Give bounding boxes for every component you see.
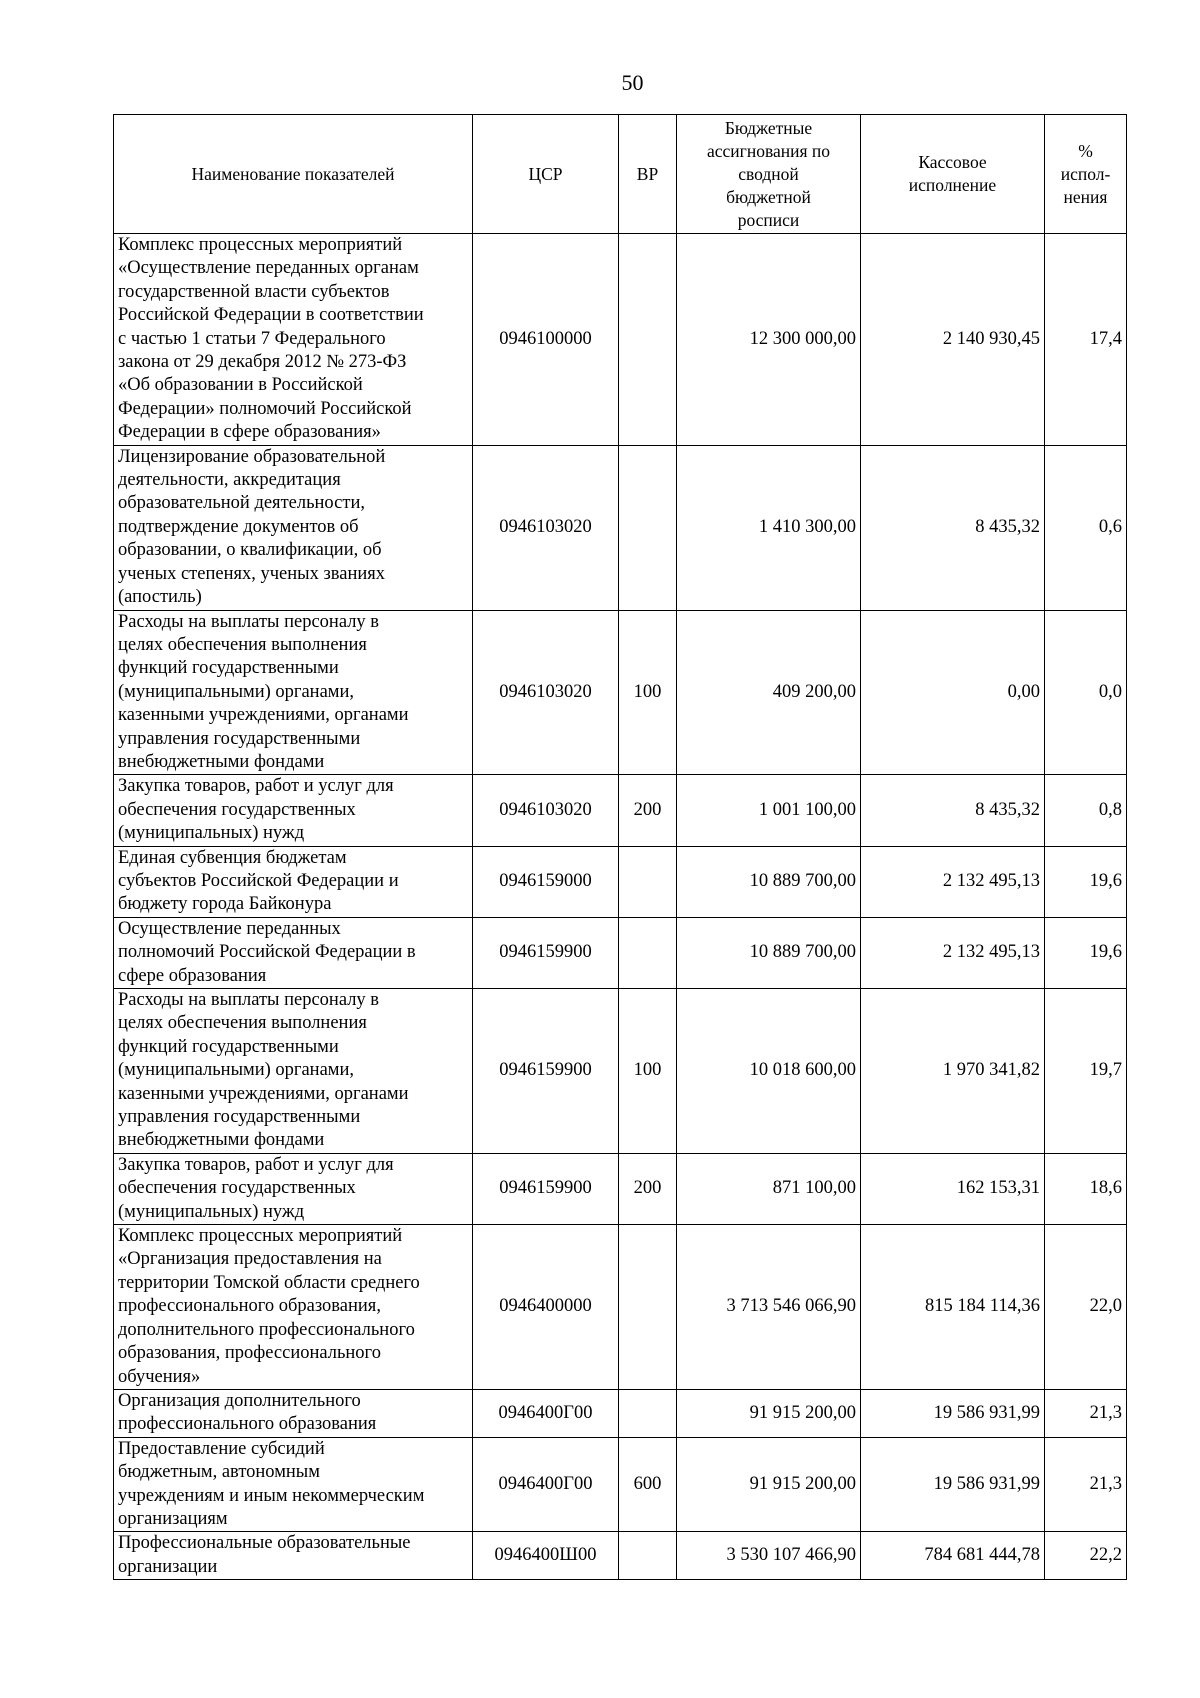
row-name-line: Российской Федерации в соответствии [118,305,424,326]
table-row [114,610,1127,775]
header-cash-line: Кассовое [918,152,987,172]
row-name [114,1532,473,1580]
header-budget [677,115,861,234]
header-cash [861,115,1045,234]
row-name-line: функций государственными [118,658,339,679]
row-name-line: обучения» [118,1366,201,1387]
row-cash: 8 435,32 [861,775,1045,846]
row-name-line: бюджету города Байконура [118,894,332,915]
row-name [114,445,473,610]
row-cash: 2 140 930,45 [861,234,1045,446]
header-budget-line: бюджетной [726,186,811,207]
row-name-line: (муниципальными) органами, [118,681,355,702]
row-csr: 0946159900 [473,1153,619,1224]
row-cash: 784 681 444,78 [861,1532,1045,1580]
row-name-line: целях обеспечения выполнения [118,634,367,655]
row-budget: 10 018 600,00 [677,989,861,1154]
row-name-line: организациям [118,1508,228,1529]
row-name [114,1225,473,1390]
row-name-line: образования, профессионального [118,1343,381,1364]
row-name-line: казенными учреждениями, органами [118,1083,409,1104]
row-pct: 19,6 [1045,917,1127,988]
row-vr [619,1389,677,1437]
row-name-line: организации [118,1556,218,1577]
row-csr: 0946159900 [473,989,619,1154]
row-name-line: (апостиль) [118,587,202,608]
row-csr: 0946400Г00 [473,1389,619,1437]
row-name [114,234,473,446]
row-name-line: территории Томской области среднего [118,1272,420,1293]
header-budget-line: сводной [738,163,799,184]
row-csr: 0946159900 [473,917,619,988]
row-pct: 22,0 [1045,1225,1127,1390]
row-csr: 0946103020 [473,610,619,775]
row-name-line: «Осуществление переданных органам [118,258,419,279]
row-name-line: функций государственными [118,1036,339,1057]
row-name-line: Предоставление субсидий [118,1438,325,1459]
row-name [114,1437,473,1532]
header-csr: ЦСР [473,115,619,234]
table-row [114,445,1127,610]
row-csr: 0946159000 [473,846,619,917]
row-name-line: целях обеспечения выполнения [118,1013,367,1034]
table-row [114,917,1127,988]
header-budget-line: росписи [737,209,800,230]
row-name [114,610,473,775]
table-header-row [114,115,1127,234]
row-name-line: Федерации» полномочий Российской [118,398,412,419]
row-vr [619,1225,677,1390]
row-name-line: профессионального образования, [118,1296,381,1317]
row-pct: 19,6 [1045,846,1127,917]
row-budget: 91 915 200,00 [677,1389,861,1437]
row-name-line: Осуществление переданных [118,918,341,939]
row-csr: 0946400Ш00 [473,1532,619,1580]
row-budget: 91 915 200,00 [677,1437,861,1532]
table-row [114,1437,1127,1532]
row-name-line: Комплекс процессных мероприятий [118,235,403,255]
row-name-line: Расходы на выплаты персоналу в [118,611,380,632]
row-name-line: (муниципальных) нужд [118,1201,305,1222]
row-name-line: «Об образовании в Российской [118,375,363,396]
row-budget: 10 889 700,00 [677,917,861,988]
row-name-line: обеспечения государственных [118,1178,356,1199]
row-cash: 162 153,31 [861,1153,1045,1224]
row-name [114,1389,473,1437]
table-row [114,1225,1127,1390]
table-body [114,234,1127,1580]
row-name-line: государственной власти субъектов [118,281,390,302]
page-number: 50 [621,70,644,95]
header-pct-line: нения [1063,186,1108,207]
row-name-line: подтверждение документов об [118,516,359,537]
row-name-line: Расходы на выплаты персоналу в [118,990,380,1010]
table-row [114,989,1127,1154]
row-name-line: управления государственными [118,1107,361,1128]
row-csr: 0946400Г00 [473,1437,619,1532]
row-pct: 18,6 [1045,1153,1127,1224]
row-name-line: ученых степенях, ученых званиях [118,563,386,584]
row-vr: 200 [619,775,677,846]
row-vr [619,917,677,988]
row-name-line: дополнительного профессионального [118,1319,415,1340]
row-csr: 0946103020 [473,445,619,610]
row-name-line: образовательной деятельности, [118,493,365,514]
row-pct: 0,0 [1045,610,1127,775]
row-vr [619,1532,677,1580]
row-budget: 1 410 300,00 [677,445,861,610]
row-name [114,917,473,988]
row-vr [619,234,677,446]
row-name-line: управления государственными [118,728,361,749]
row-pct: 19,7 [1045,989,1127,1154]
row-pct: 21,3 [1045,1437,1127,1532]
row-budget: 871 100,00 [677,1153,861,1224]
row-name-line: Профессиональные образовательные [118,1533,411,1554]
row-budget: 3 713 546 066,90 [677,1225,861,1390]
row-name [114,1153,473,1224]
row-name-line: сфере образования [118,965,267,986]
row-vr: 100 [619,989,677,1154]
row-cash: 2 132 495,13 [861,846,1045,917]
row-budget: 3 530 107 466,90 [677,1532,861,1580]
row-name [114,775,473,846]
row-name-line: Комплекс процессных мероприятий [118,1226,403,1247]
header-pct-line: % [1078,140,1093,161]
row-name-line: (муниципальных) нужд [118,823,305,844]
row-name-line: субъектов Российской Федерации и [118,870,399,891]
row-name-line: Организация дополнительного [118,1390,361,1411]
row-name-line: деятельности, аккредитация [118,470,341,491]
row-budget: 1 001 100,00 [677,775,861,846]
row-cash: 8 435,32 [861,445,1045,610]
header-budget-line: ассигнования по [706,140,831,161]
row-name-line: Федерации в сфере образования» [118,422,381,443]
row-cash: 0,00 [861,610,1045,775]
row-name-line: Лицензирование образовательной [118,446,386,467]
row-cash: 2 132 495,13 [861,917,1045,988]
row-cash: 19 586 931,99 [861,1389,1045,1437]
row-vr: 200 [619,1153,677,1224]
table-row [114,846,1127,917]
header-pct [1045,115,1127,234]
row-name-line: образовании, о квалификации, об [118,540,382,561]
row-name-line: с частью 1 статьи 7 Федерального [118,328,386,349]
row-name-line: Единая субвенция бюджетам [118,847,347,868]
row-name-line: внебюджетными фондами [118,1130,325,1151]
row-budget: 10 889 700,00 [677,846,861,917]
row-name-line: «Организация предоставления на [118,1249,382,1270]
row-vr [619,445,677,610]
row-name-line: закона от 29 декабря 2012 № 273-ФЗ [118,352,407,373]
row-name-line: учреждениям и иным некоммерческим [118,1485,425,1506]
row-name-line: профессионального образования [118,1414,377,1435]
row-name-line: бюджетным, автономным [118,1462,320,1483]
row-budget: 409 200,00 [677,610,861,775]
row-name-line: Закупка товаров, работ и услуг для [118,776,394,797]
header-pct-line: испол- [1060,163,1111,184]
table-row [114,234,1127,446]
table-row [114,1153,1127,1224]
table-row [114,1532,1127,1580]
row-name-line: Закупка товаров, работ и услуг для [118,1154,394,1175]
row-pct: 17,4 [1045,234,1127,446]
row-cash: 19 586 931,99 [861,1437,1045,1532]
row-pct: 0,6 [1045,445,1127,610]
row-name-line: казенными учреждениями, органами [118,705,409,726]
row-name-line: (муниципальными) органами, [118,1060,355,1081]
row-csr: 0946100000 [473,234,619,446]
row-name-line: внебюджетными фондами [118,751,325,772]
row-pct: 21,3 [1045,1389,1127,1437]
header-cash-line: исполнение [908,175,997,195]
row-vr: 100 [619,610,677,775]
row-cash: 1 970 341,82 [861,989,1045,1154]
row-name [114,846,473,917]
row-pct: 0,8 [1045,775,1127,846]
row-name-line: обеспечения государственных [118,799,356,820]
row-csr: 0946400000 [473,1225,619,1390]
budget-table [113,114,1127,1580]
header-budget-line: Бюджетные [724,117,813,138]
row-vr [619,846,677,917]
table-row [114,1389,1127,1437]
row-vr: 600 [619,1437,677,1532]
table-row [114,775,1127,846]
row-pct: 22,2 [1045,1532,1127,1580]
header-vr: ВР [619,115,677,234]
header-name: Наименование показателей [114,115,473,234]
row-csr: 0946103020 [473,775,619,846]
row-budget: 12 300 000,00 [677,234,861,446]
row-name [114,989,473,1154]
row-name-line: полномочий Российской Федерации в [118,942,416,963]
row-cash: 815 184 114,36 [861,1225,1045,1390]
